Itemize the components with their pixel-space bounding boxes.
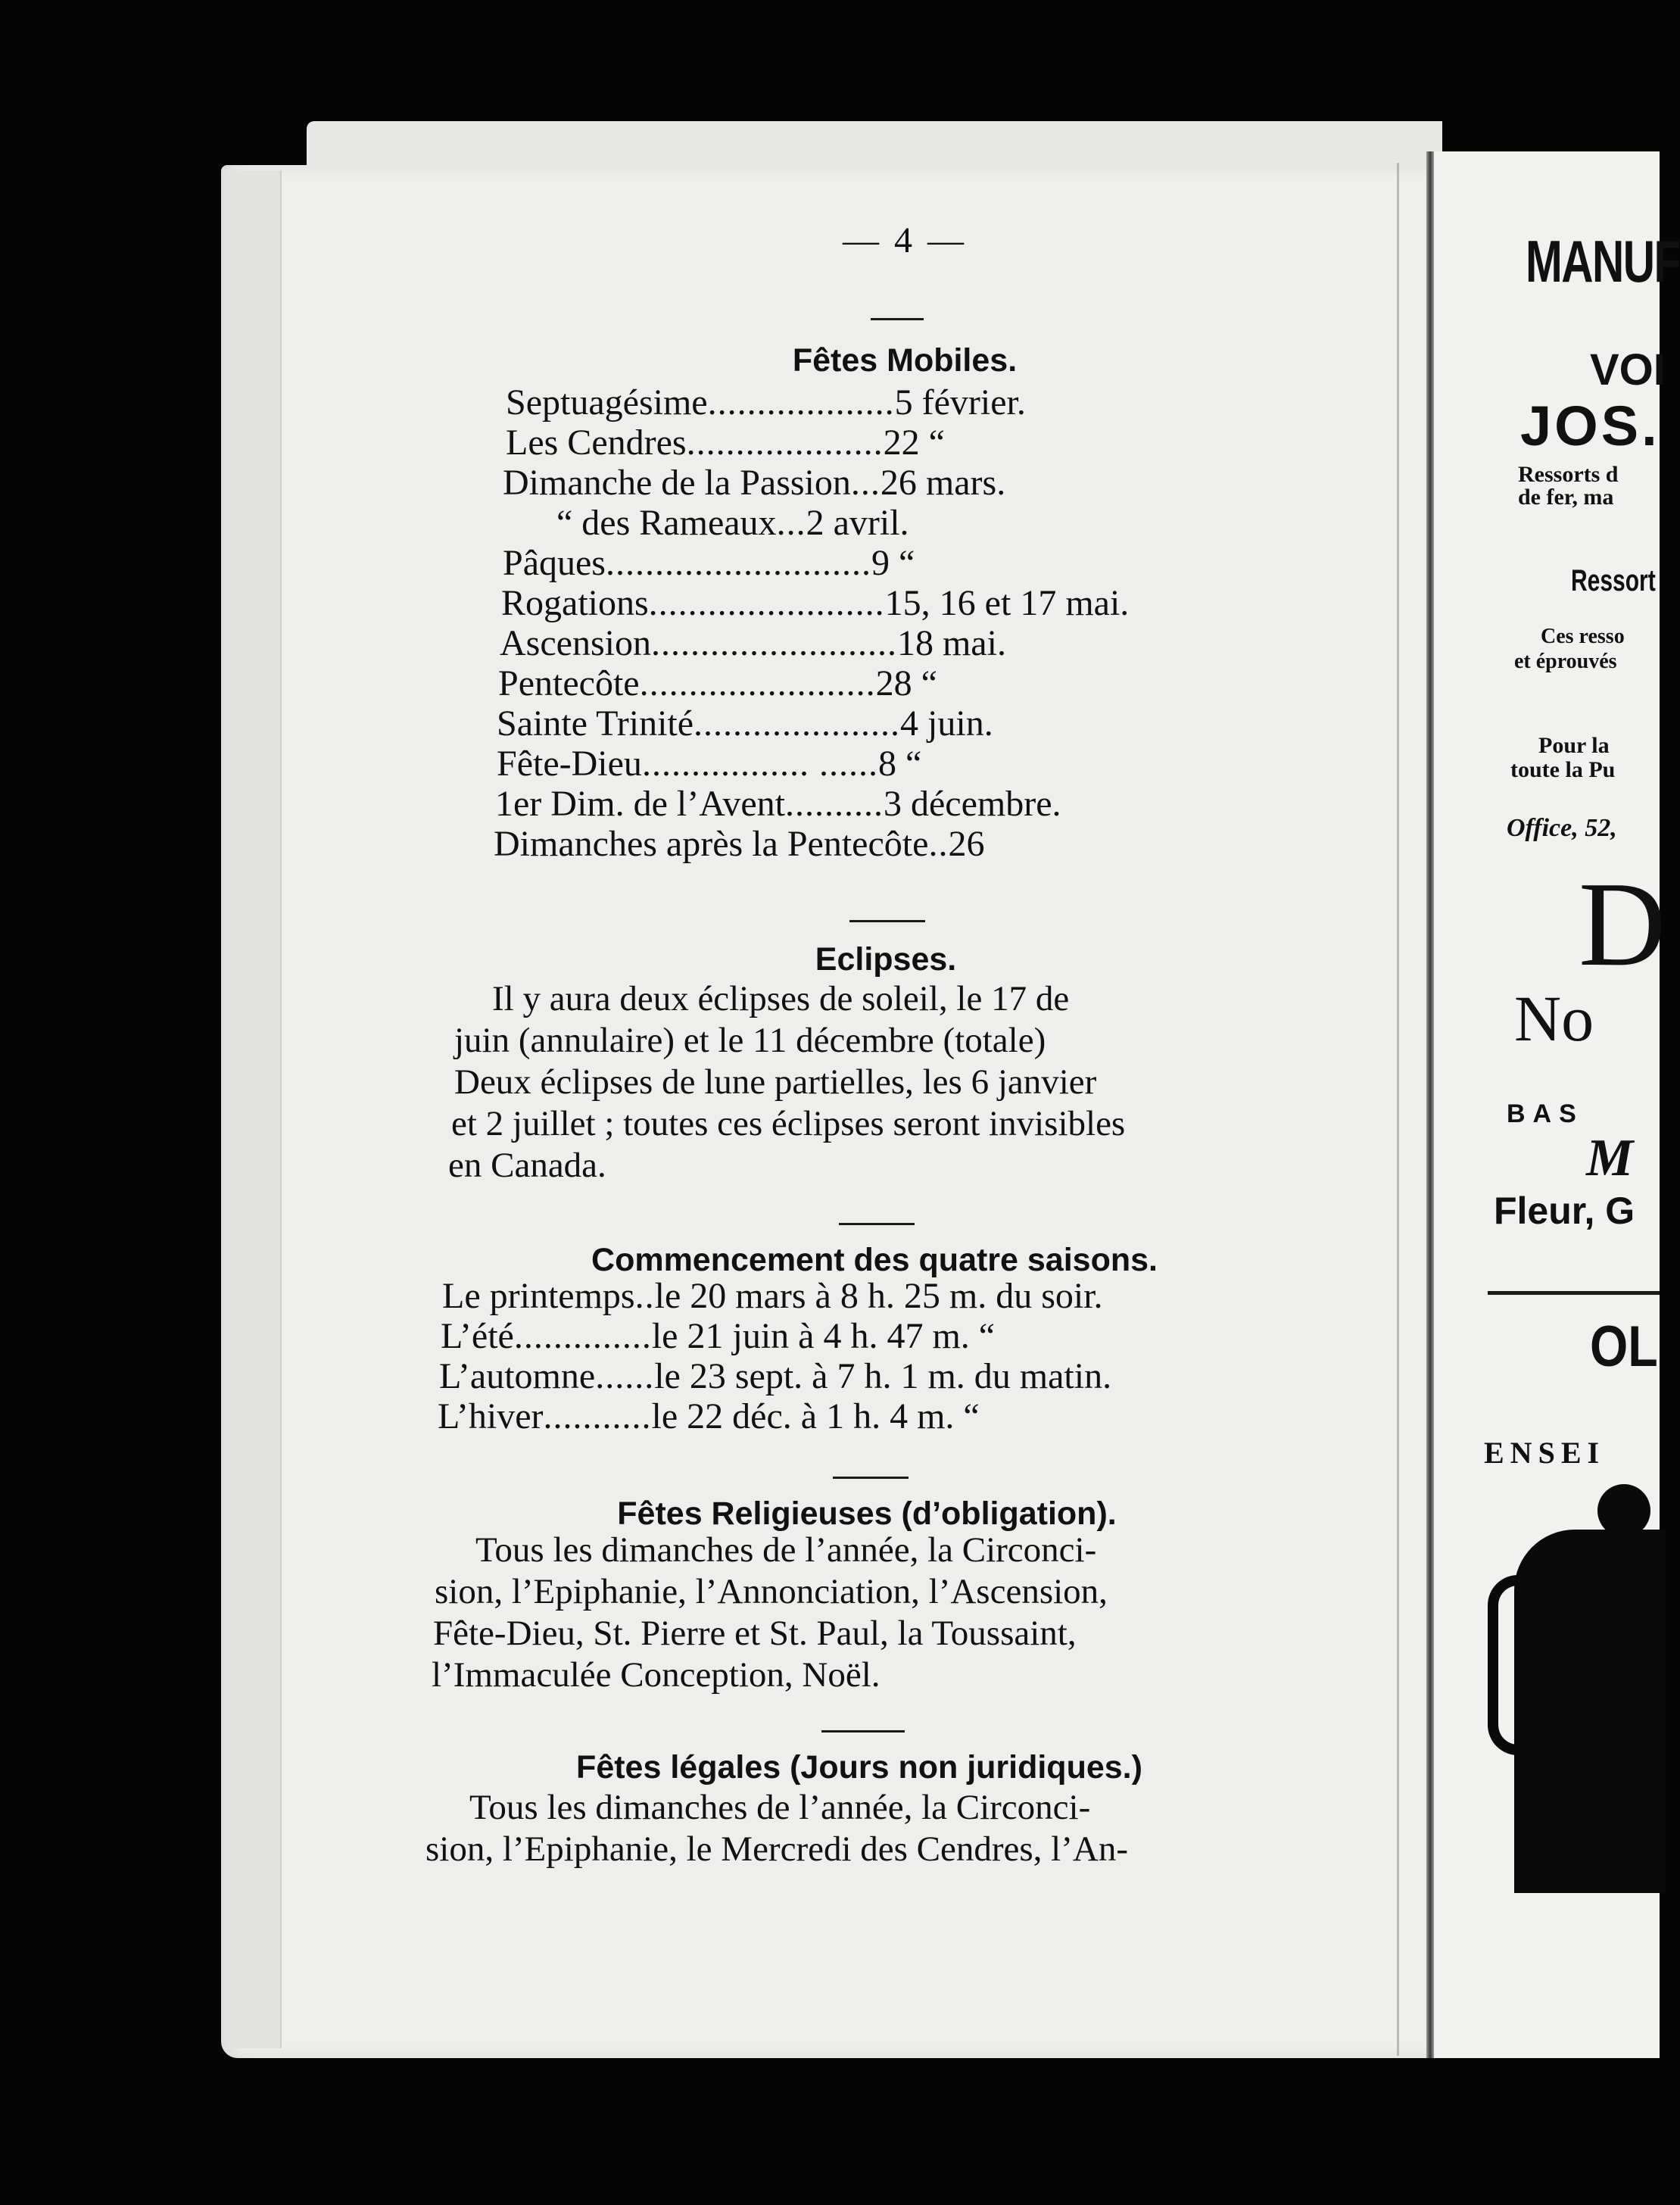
ad-ressorts-line: de fer, ma bbox=[1518, 485, 1614, 510]
section-rule bbox=[839, 1223, 915, 1225]
saisons-heading: Commencement des quatre saisons. bbox=[591, 1242, 1158, 1278]
ad-voi-text: VOI bbox=[1590, 345, 1666, 395]
fetes-religieuses-heading: Fêtes Religieuses (d’obligation). bbox=[617, 1495, 1117, 1532]
left-page-leaf-edge bbox=[227, 170, 282, 2048]
list-item: Le printemps..le 20 mars à 8 h. 25 m. du soir. bbox=[442, 1276, 1103, 1316]
ad-script-letter: M bbox=[1586, 1129, 1634, 1187]
list-item: L’automne......le 23 sept. à 7 h. 1 m. du matin. bbox=[439, 1356, 1112, 1396]
ad-rule bbox=[1488, 1291, 1660, 1295]
list-item: “ des Rameaux...2 avril. bbox=[556, 503, 909, 543]
coffee-pot-icon bbox=[1514, 1530, 1666, 1893]
ad-manuf-title: MANUF bbox=[1526, 228, 1680, 295]
ad-jos-text: JOS. bbox=[1520, 395, 1660, 457]
list-item: Rogations........................15, 16 et 17 mai. bbox=[501, 583, 1130, 623]
list-item: L’été..............le 21 juin à 4 h. 47 m. “ bbox=[441, 1316, 996, 1356]
ad-ces-line: et éprouvés bbox=[1514, 650, 1617, 673]
ad-ces-line: Ces resso bbox=[1541, 625, 1625, 648]
list-item: Pâques...........................9 “ bbox=[503, 543, 915, 583]
list-item: Dimanche de la Passion...26 mars. bbox=[503, 463, 1006, 503]
paragraph-line: sion, l’Epiphanie, le Mercredi des Cendres, l’An- bbox=[425, 1829, 1128, 1869]
paragraph-line: Tous les dimanches de l’année, la Circonci- bbox=[475, 1530, 1097, 1570]
list-item: 1er Dim. de l’Avent..........3 décembre. bbox=[495, 784, 1061, 824]
paragraph-line: Il y aura deux éclipses de soleil, le 17 de bbox=[492, 979, 1070, 1018]
list-item: Ascension.........................18 mai. bbox=[500, 623, 1006, 663]
list-item: L’hiver...........le 22 déc. à 1 h. 4 m. “ bbox=[438, 1396, 980, 1436]
section-rule bbox=[849, 920, 925, 922]
ad-bas-text: BAS bbox=[1507, 1099, 1584, 1128]
ad-ressort-heading: Ressort bbox=[1571, 564, 1656, 597]
ad-ol-text: OL bbox=[1590, 1315, 1658, 1379]
ad-ressorts-line: Ressorts d bbox=[1518, 462, 1619, 487]
paragraph-line: sion, l’Epiphanie, l’Annonciation, l’Ascension, bbox=[435, 1572, 1108, 1611]
eclipses-heading: Eclipses. bbox=[815, 941, 957, 978]
paragraph-line: en Canada. bbox=[448, 1146, 606, 1185]
paragraph-line: Tous les dimanches de l’année, la Circonci- bbox=[469, 1788, 1091, 1827]
page-top-edge bbox=[307, 121, 1442, 167]
paragraph-line: Fête-Dieu, St. Pierre et St. Paul, la Toussaint, bbox=[433, 1614, 1077, 1653]
list-item: Pentecôte........................28 “ bbox=[498, 663, 937, 703]
book-gutter bbox=[1426, 151, 1434, 2058]
ad-pour-line: Pour la bbox=[1538, 733, 1610, 758]
section-rule bbox=[871, 318, 924, 320]
list-item: Fête-Dieu................. ......8 “ bbox=[497, 744, 922, 784]
ad-pour-line: toute la Pu bbox=[1510, 757, 1616, 782]
paragraph-line: l’Immaculée Conception, Noël. bbox=[432, 1655, 881, 1695]
page-fold-line bbox=[1397, 163, 1399, 2056]
section-rule bbox=[833, 1477, 909, 1479]
ad-big-letter: D bbox=[1579, 856, 1666, 991]
ad-no-text: No bbox=[1514, 982, 1594, 1055]
page-number: — 4 — bbox=[843, 220, 967, 260]
list-item: Dimanches après la Pentecôte..26 bbox=[494, 824, 985, 864]
list-item: Les Cendres....................22 “ bbox=[506, 423, 945, 463]
fetes-legales-heading: Fêtes légales (Jours non juridiques.) bbox=[576, 1749, 1142, 1786]
ad-ensei-text: ENSEI bbox=[1484, 1436, 1606, 1470]
paragraph-line: et 2 juillet ; toutes ces éclipses seront invisibles bbox=[451, 1104, 1126, 1143]
paragraph-line: Deux éclipses de lune partielles, les 6 janvier bbox=[454, 1062, 1097, 1102]
ad-office-line: Office, 52, bbox=[1507, 814, 1617, 842]
section-rule bbox=[821, 1730, 905, 1732]
ad-fleur-text: Fleur, G bbox=[1494, 1190, 1635, 1232]
paragraph-line: juin (annulaire) et le 11 décembre (totale) bbox=[454, 1021, 1046, 1060]
list-item: Septuagésime...................5 février. bbox=[506, 382, 1026, 423]
list-item: Sainte Trinité.....................4 juin. bbox=[497, 703, 993, 744]
fetes-mobiles-heading: Fêtes Mobiles. bbox=[792, 342, 1018, 379]
